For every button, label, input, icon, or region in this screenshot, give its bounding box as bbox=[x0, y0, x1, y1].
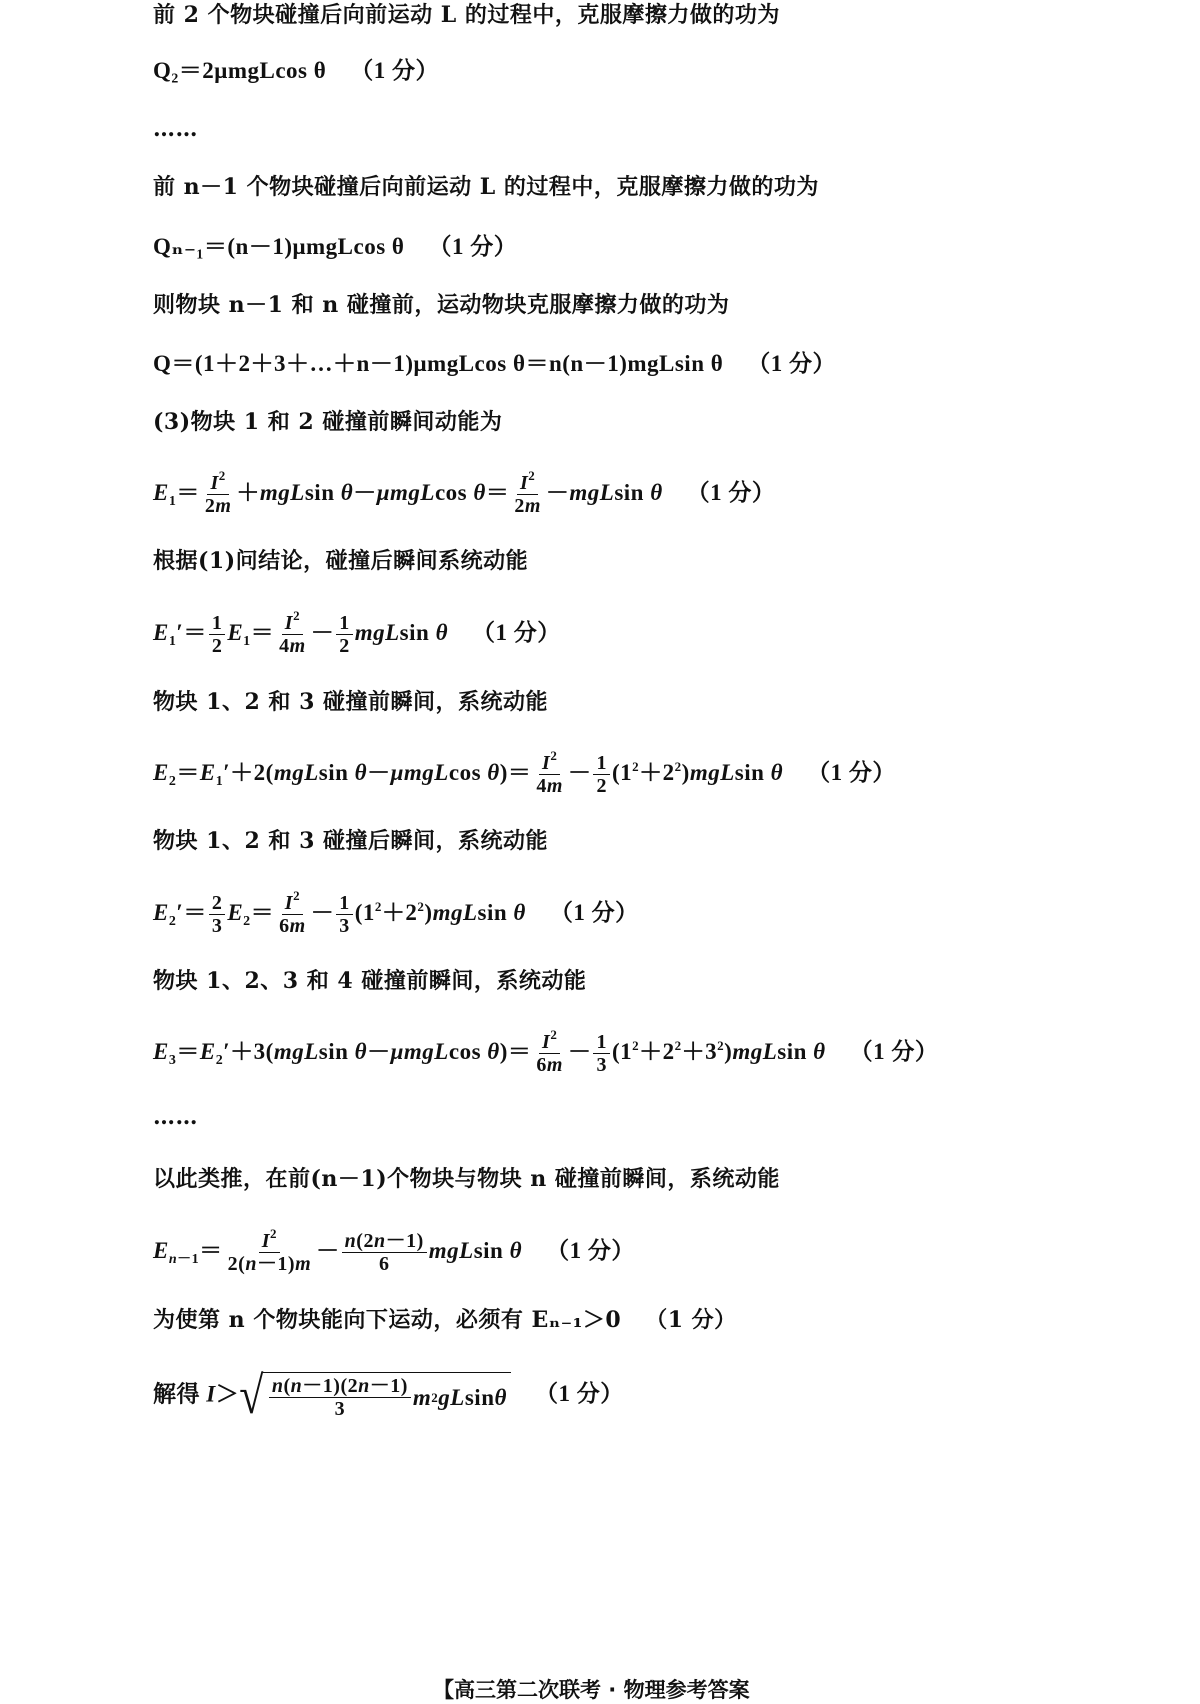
ellipsis-1: …… bbox=[153, 116, 198, 142]
text-line-1: 前 2 个物块碰撞后向前运动 L 的过程中，克服摩擦力做的功为 bbox=[153, 2, 780, 28]
condition-text: 为使第 n 个物块能向下运动，必须有 Eₙ₋₁＞0 bbox=[153, 1307, 622, 1333]
equation-q-total-text: Q＝(1＋2＋3＋…＋n－1)μmgLcos θ＝n(n－1)mgLsin θ bbox=[153, 351, 724, 376]
text-line-15: 物块 1、2、3 和 4 碰撞前瞬间，系统动能 bbox=[153, 968, 587, 994]
equation-q2 bbox=[153, 56, 439, 86]
text-line-17: 以此类推，在前(n－1)个物块与物块 n 碰撞前瞬间，系统动能 bbox=[153, 1166, 780, 1192]
ellipsis-2: …… bbox=[153, 1104, 198, 1130]
equation-q-total bbox=[153, 349, 836, 379]
equation-e2: $E_2=E_1'+2(mgLsin$ θ－μmgLcos θ)＝ $\frac{I^2}{4m}$ － $\frac{1}{2}$ $(1^2+2^2)mgLsin$ θ （1 分） bbox=[153, 748, 896, 797]
equation-qn1 bbox=[153, 232, 517, 262]
text-line-3: 前 n－1 个物块碰撞后向前运动 L 的过程中，克服摩擦力做的功为 bbox=[153, 174, 819, 200]
score-label: （1 分） bbox=[645, 1307, 737, 1333]
page-footer: 【高三第二次联考 · 物理参考答案 bbox=[433, 1678, 750, 1702]
equation-solution: 解得 I＞ √ $\frac{n(n-1)(2n-1)}{3}$ m 2 gL sin θ （1 分） bbox=[153, 1366, 624, 1425]
equation-e1: $E_1=$ $\frac{I^2}{2m}$ ＋mgLsin θ－μmgLcos θ＝ $\frac{I^2}{2m}$ －mgLsin θ （1 分） bbox=[153, 468, 776, 517]
score-label: （1 分） bbox=[534, 1381, 624, 1407]
score-label: （1 分） bbox=[546, 1237, 635, 1263]
equation-q2-text: Q₂＝2μmgLcos θ bbox=[153, 58, 327, 83]
equation-e1-prime: $E_1'=$ $\frac{1}{2}$ $E_1=$ $\frac{I^2}{4m}$ － $\frac{1}{2}$ mgLsin θ （1 分） bbox=[153, 608, 561, 657]
text-line-7: (3)物块 1 和 2 碰撞前瞬间动能为 bbox=[153, 409, 503, 435]
equation-en1: $E_{n-1}=$ $\frac{I^2}{2(n-1)m}$ － $\frac{n(2n-1)}{6}$ mgLsin θ （1 分） bbox=[153, 1226, 635, 1275]
equation-e3: $E_3=E_2'+3(mgLsin$ θ－μmgLcos θ)＝ $\frac{I^2}{6m}$ － $\frac{1}{3}$ $(1^2+2^2+3^2)mgLsin$ θ （1 分） bbox=[153, 1027, 939, 1076]
equation-e2-prime: $E_2'=$ $\frac{2}{3}$ $E_2=$ $\frac{I^2}{6m}$ － $\frac{1}{3}$ $(1^2+2^2)mgLsin$ θ （1 分） bbox=[153, 888, 639, 937]
score-label: （1 分） bbox=[428, 234, 518, 259]
text-line-9: 根据(1)问结论，碰撞后瞬间系统动能 bbox=[153, 548, 529, 574]
text-line-19 bbox=[153, 1305, 737, 1335]
text-line-5: 则物块 n－1 和 n 碰撞前，运动物块克服摩擦力做的功为 bbox=[153, 292, 730, 318]
score-label: （1 分） bbox=[350, 58, 439, 83]
score-label: （1 分） bbox=[549, 899, 639, 925]
equation-qn1-text: Qₙ₋₁＝(n－1)μmgLcos θ bbox=[153, 234, 405, 259]
score-label: （1 分） bbox=[807, 759, 896, 785]
score-label: （1 分） bbox=[747, 351, 836, 376]
score-label: （1 分） bbox=[849, 1038, 939, 1064]
text-line-13: 物块 1、2 和 3 碰撞后瞬间，系统动能 bbox=[153, 828, 549, 854]
sqrt-sign: √ $\frac{n(n-1)(2n-1)}{3}$ m 2 gL sin θ bbox=[239, 1372, 511, 1420]
score-label: （1 分） bbox=[686, 479, 776, 505]
score-label: （1 分） bbox=[472, 619, 561, 645]
text-line-11: 物块 1、2 和 3 碰撞前瞬间，系统动能 bbox=[153, 689, 549, 715]
